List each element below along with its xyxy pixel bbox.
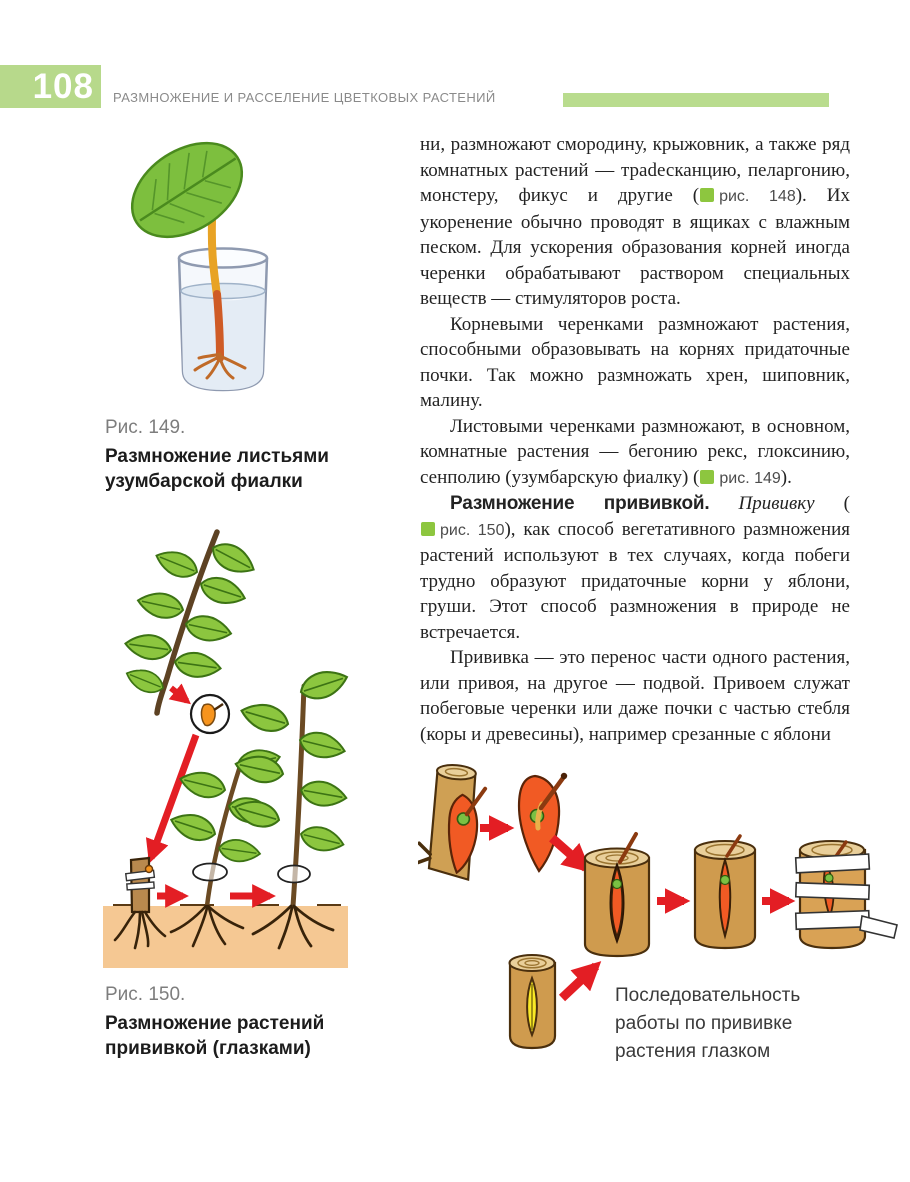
figure-reference <box>420 519 504 540</box>
fig150-label: Рис. 150. <box>105 984 186 1005</box>
figure-reference-label: рис. 150 <box>440 521 505 539</box>
body-paragraph: Прививка — это перенос части одного растения, или привоя, на другое — подвой. Привоем служат побеговые черенки или даже почки с частью стебля (коры и древесины), например срезанные с яблони <box>420 647 850 745</box>
green-square-icon <box>421 522 435 536</box>
fig149-caption <box>105 417 367 494</box>
figure-reference <box>699 467 780 488</box>
body-paragraph: Размножение прививкой. Прививку (рис. 150), как способ вегетативного размножения растений используют в тех случаях, когда побеги трудно образуют придаточные корни у яблони, груши. Этот способ размножения в природе не встречается. <box>420 493 851 643</box>
green-square-icon <box>700 188 714 202</box>
page-number-tab <box>0 65 101 108</box>
stage4-bud-set-in-stock <box>695 836 755 948</box>
caption-line: растения глазком <box>615 1041 771 1062</box>
chapter-title: РАЗМНОЖЕНИЕ И РАССЕЛЕНИЕ ЦВЕТКОВЫХ РАСТЕНИЙ <box>113 90 496 105</box>
body-paragraph: Корневыми черенками размножают растения, способными образовывать на корнях придаточные почки. Так можно размножать хрен, шиповник, малину. <box>420 313 850 411</box>
body-text-column <box>420 132 850 747</box>
header-accent-bar <box>563 93 829 107</box>
fig150-grafting-illustration <box>85 528 420 973</box>
fig149-leaf-in-glass-illustration <box>115 128 345 418</box>
figure-reference <box>699 185 796 206</box>
fig150-caption <box>105 984 367 1061</box>
figure-reference-label: рис. 149 <box>719 469 781 487</box>
caption-line: работы по прививке <box>615 1013 793 1034</box>
page-number: 108 <box>32 67 94 106</box>
stock-with-t-cut <box>510 955 556 1048</box>
stage5-wrapped-graft <box>796 841 897 948</box>
caption-line: Последовательность <box>615 985 801 1006</box>
fig149-label: Рис. 149. <box>105 417 186 438</box>
leaf <box>115 128 259 256</box>
fig150-title: Размножение растений прививкой (глазками) <box>105 1013 325 1059</box>
stage3-stock-with-inserted-bud <box>585 834 649 956</box>
body-paragraph: ни, размножают смородину, крыжовник, а также ряд комнатных растений — траdесканцию, пеларгонию, монстеру, фикус и другие ( рис. 148). Их укоренение обычно проводят в ящиках с влажным песком. Для ускорения образования корней иногда черенки обрабатывают раствором специальных веществ — стимуляторов роста. <box>420 134 850 309</box>
green-square-icon <box>700 470 714 484</box>
graft-sequence-caption <box>615 982 825 1066</box>
stage2-cut-bud-shield <box>519 773 567 871</box>
fig149-title: Размножение листьями узумбарской фиалки <box>105 446 329 492</box>
figure-reference-label: рис. 148 <box>719 188 796 205</box>
stage1-branch-with-bud <box>418 762 487 880</box>
body-paragraph: Листовыми черенками размножают, в основном, комнатные растения — бегонию рекс, глоксинию, сенполию (узумбарскую фиалку) ( рис. 149). <box>420 415 850 488</box>
